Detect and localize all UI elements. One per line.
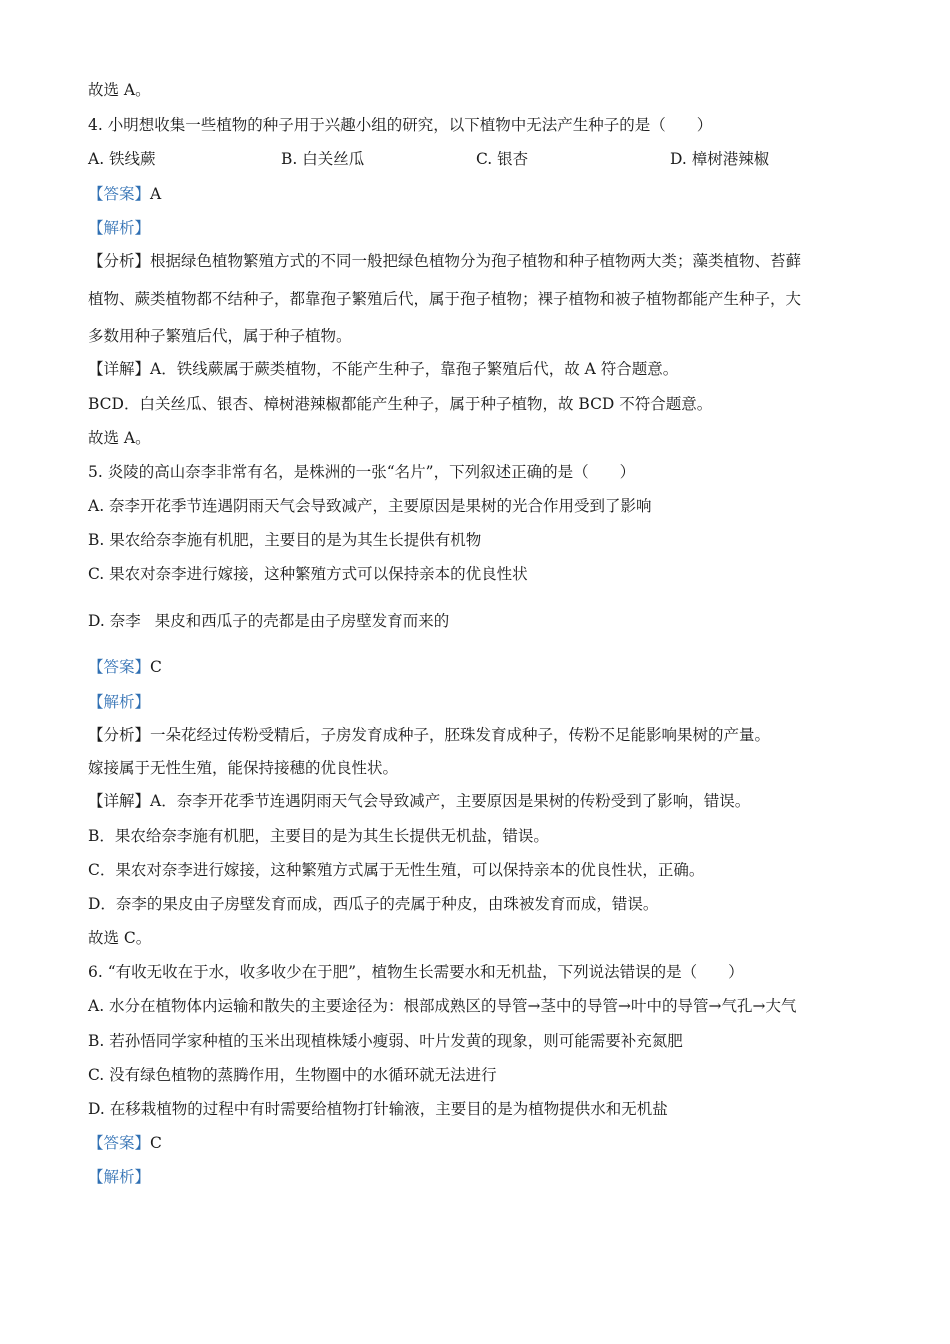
q4-answer <box>88 183 161 205</box>
q5-analysis-heading: 【解析】 <box>88 693 151 711</box>
q4-analysis-heading: 【解析】 <box>88 219 151 237</box>
question-5: 5. 炎陵的高山奈李非常有名，是株洲的一张“名片”，下列叙述正确的是（ ） <box>88 463 636 481</box>
q6-option-d: D. 在移栽植物的过程中有时需要给植物打针输液，主要目的是为植物提供水和无机盐 <box>88 1100 668 1118</box>
q4-analysis-line-2: 植物、蕨类植物都不结种子，都靠孢子繁殖后代，属于孢子植物；裸子植物和被子植物都能产生种子，大 <box>88 290 802 308</box>
q4-analysis-line-1 <box>88 250 801 272</box>
q4-option-c: C. 银杏 <box>476 150 529 168</box>
question-4: 4. 小明想收集一些植物的种子用于兴趣小组的研究，以下植物中无法产生种子的是（ ） <box>88 116 713 134</box>
answer-tag: 【答案】 <box>88 1134 151 1152</box>
q5-detail-c: C．果农对奈李进行嫁接，这种繁殖方式属于无性生殖，可以保持亲本的优良性状，正确。 <box>88 861 705 879</box>
select-a-line: 故选 A。 <box>88 81 151 99</box>
analysis-tag: 【分析】 <box>88 252 151 270</box>
answer-tag: 【答案】 <box>88 658 151 676</box>
answer-tag: 【答案】 <box>88 185 151 203</box>
q4-option-d: D. 樟树港辣椒 <box>670 150 770 168</box>
q5-detail-a: 【详解】A．奈李开花季节连遇阴雨天气会导致减产，主要原因是果树的传粉受到了影响，错误。 <box>88 792 751 810</box>
q5-option-a: A. 奈李开花季节连遇阴雨天气会导致减产，主要原因是果树的光合作用受到了影响 <box>88 497 652 515</box>
q5-answer <box>88 656 162 678</box>
answer-value: C <box>150 1134 162 1152</box>
q5-option-d-part-2: 果皮和西瓜子的壳都是由子房壁发育而来的 <box>154 612 450 630</box>
q5-analysis-line-1 <box>88 724 770 746</box>
q4-conclusion: 故选 A。 <box>88 429 151 447</box>
q4-detail-bcd: BCD．白关丝瓜、银杏、樟树港辣椒都能产生种子，属于种子植物，故 BCD 不符合题意。 <box>88 395 713 413</box>
q6-option-b: B. 若孙悟同学家种植的玉米出现植株矮小瘦弱、叶片发黄的现象，则可能需要补充氮肥 <box>88 1032 683 1050</box>
q4-option-b: B. 白关丝瓜 <box>281 150 365 168</box>
q4-option-a: A. 铁线蕨 <box>88 150 156 168</box>
analysis-tag: 【分析】 <box>88 726 151 744</box>
analysis-text: 根据绿色植物繁殖方式的不同一般把绿色植物分为孢子植物和种子植物两大类；藻类植物、苔藓 <box>150 252 802 270</box>
q6-option-a: A. 水分在植物体内运输和散失的主要途径为：根部成熟区的导管→茎中的导管→叶中的导管→气孔→大气 <box>88 997 797 1015</box>
q5-option-b: B. 果农给奈李施有机肥，主要目的是为其生长提供有机物 <box>88 531 482 549</box>
analysis-text: 一朵花经过传粉受精后，子房发育成种子，胚珠发育成种子，传粉不足能影响果树的产量。 <box>150 726 771 744</box>
q4-analysis-line-3: 多数用种子繁殖后代，属于种子植物。 <box>88 327 352 345</box>
q5-conclusion: 故选 C。 <box>88 929 152 947</box>
q5-option-d-part-1: D. 奈李 <box>88 612 141 630</box>
q6-answer <box>88 1132 162 1154</box>
q5-option-c: C. 果农对奈李进行嫁接，这种繁殖方式可以保持亲本的优良性状 <box>88 565 528 583</box>
answer-value: C <box>150 658 162 676</box>
q5-option-d <box>88 610 449 632</box>
q5-analysis-line-2: 嫁接属于无性生殖，能保持接穗的优良性状。 <box>88 759 399 777</box>
q5-detail-b: B．果农给奈李施有机肥，主要目的是为其生长提供无机盐，错误。 <box>88 827 549 845</box>
answer-value: A <box>150 185 162 203</box>
q6-option-c: C. 没有绿色植物的蒸腾作用，生物圈中的水循环就无法进行 <box>88 1066 497 1084</box>
q5-detail-d: D．奈李的果皮由子房壁发育而成，西瓜子的壳属于种皮，由珠被发育而成，错误。 <box>88 895 659 913</box>
question-6: 6. “有收无收在于水，收多收少在于肥”，植物生长需要水和无机盐，下列说法错误的是（ ） <box>88 963 744 981</box>
q4-detail-a: 【详解】A．铁线蕨属于蕨类植物，不能产生种子，靠孢子繁殖后代，故 A 符合题意。 <box>88 360 679 378</box>
q6-analysis-heading: 【解析】 <box>88 1168 151 1186</box>
